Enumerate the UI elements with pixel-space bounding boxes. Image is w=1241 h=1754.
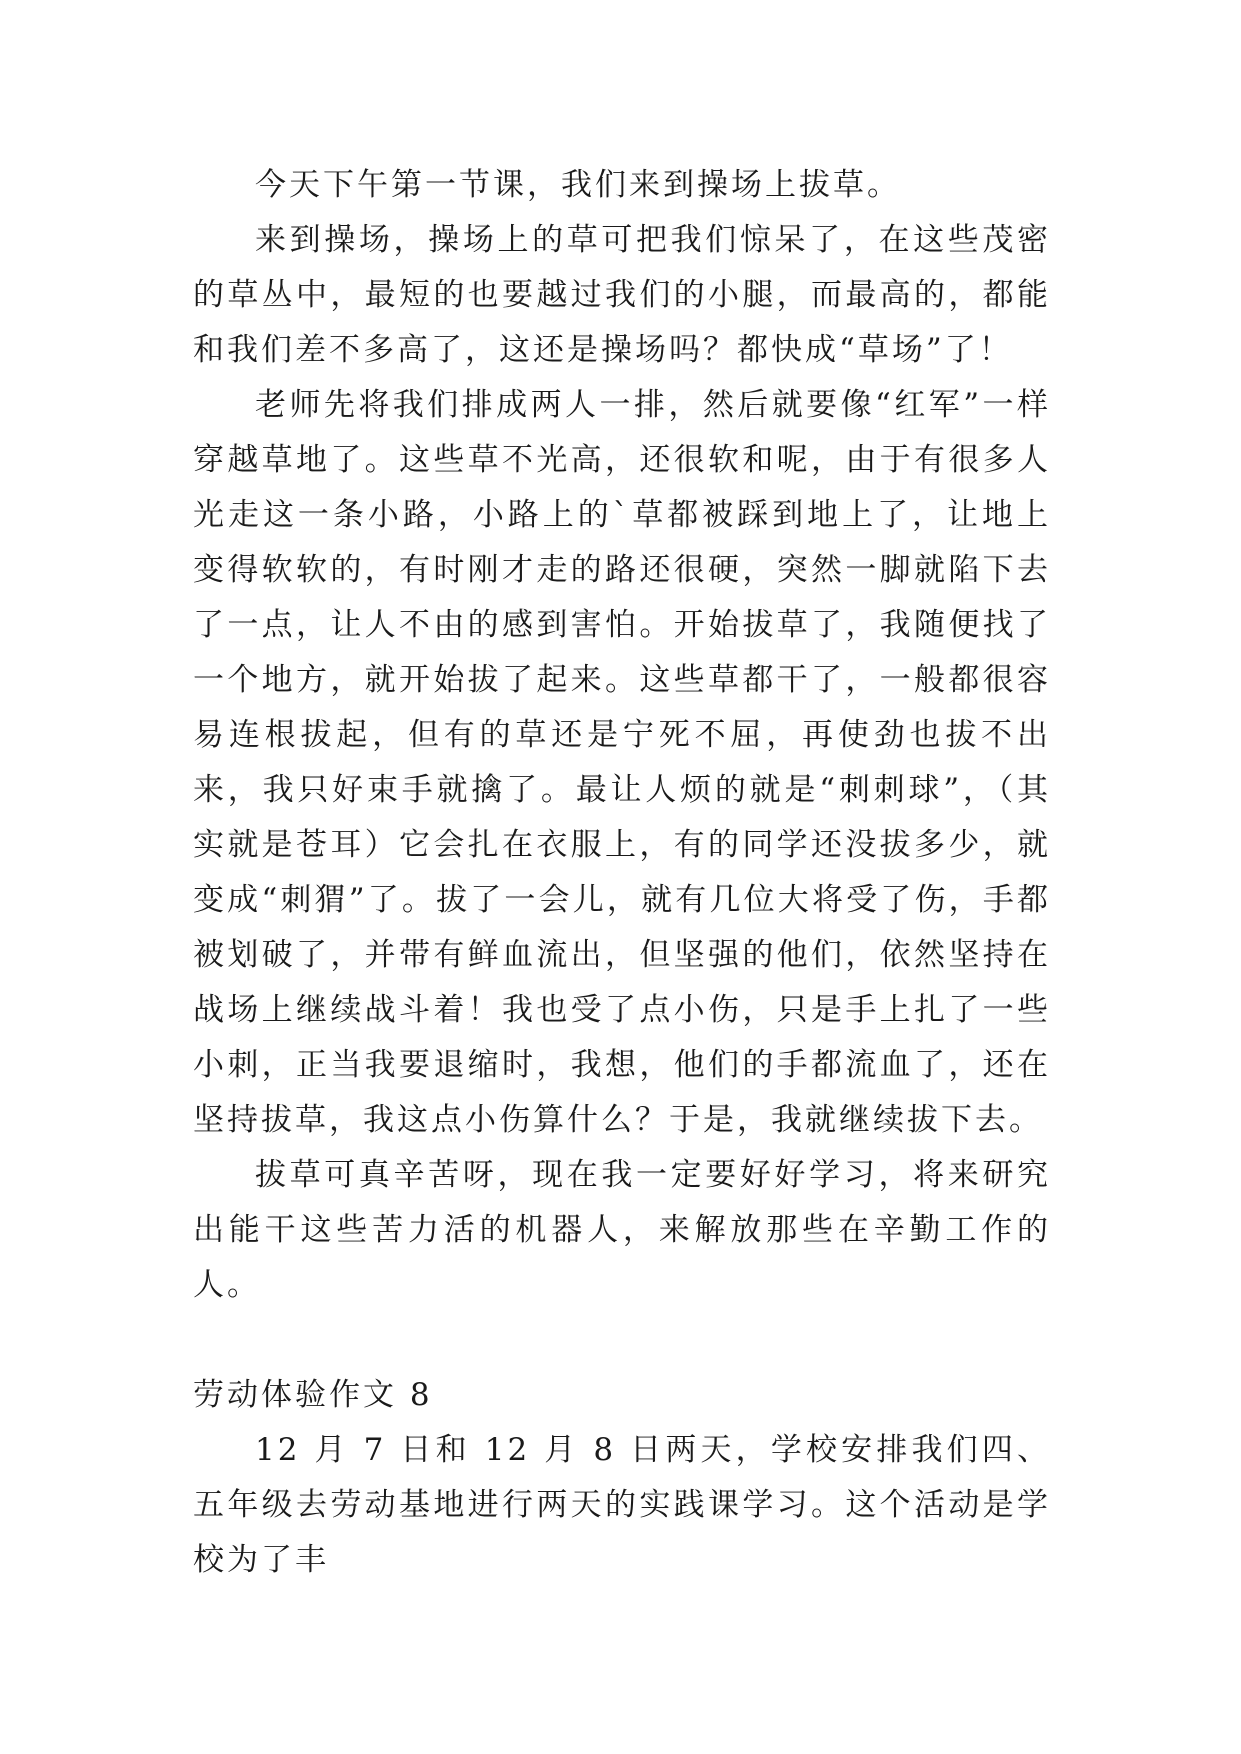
essay-heading: 劳动体验作文 8 [193,1377,433,1413]
essay-body [193,158,1051,1588]
essay-paragraph: 来到操场，操场上的草可把我们惊呆了，在这些茂密的草丛中，最短的也要越过我们的小腿，而最高的，都能和我们差不多高了，这还是操场吗？都快成“草场”了！ [193,222,1051,368]
essay-paragraph: 今天下午第一节课，我们来到操场上拔草。 [255,167,901,203]
essay-paragraph: 老师先将我们排成两人一排，然后就要像“红军”一样穿越草地了。这些草不光高，还很软和呢，由于有很多人光走这一条小路，小路上的`草都被踩到地上了，让地上变得软软的，有时刚才走的路还很硬，突然一脚就陷下去了一点，让人不由的感到害怕。开始拔草了，我随便找了一个地方，就开始拔了起来。这些草都干了，一般都很容易连根拔起，但有的草还是宁死不屈，再使劲也拔不出来，我只好束手就擒了。最让人烦的就是“刺刺球”，（其实就是苍耳）它会扎在衣服上，有的同学还没拔多少，就变成“刺猬”了。拔了一会儿，就有几位大将受了伤，手都被划破了，并带有鲜血流出，但坚强的他们，依然坚持在战场上继续战斗着！我也受了点小伤，只是手上扎了一些小刺，正当我要退缩时，我想，他们的手都流血了，还在坚持拔草，我这点小伤算什么？于是，我就继续拔下去。 [193,387,1051,1138]
essay-paragraph: 拔草可真辛苦呀，现在我一定要好好学习，将来研究出能干这些苦力活的机器人，来解放那些在辛勤工作的人。 [193,1157,1051,1303]
essay-paragraph: 12 月 7 日和 12 月 8 日两天，学校安排我们四、五年级去劳动基地进行两天的实践课学习。这个活动是学校为了丰 [193,1432,1051,1578]
